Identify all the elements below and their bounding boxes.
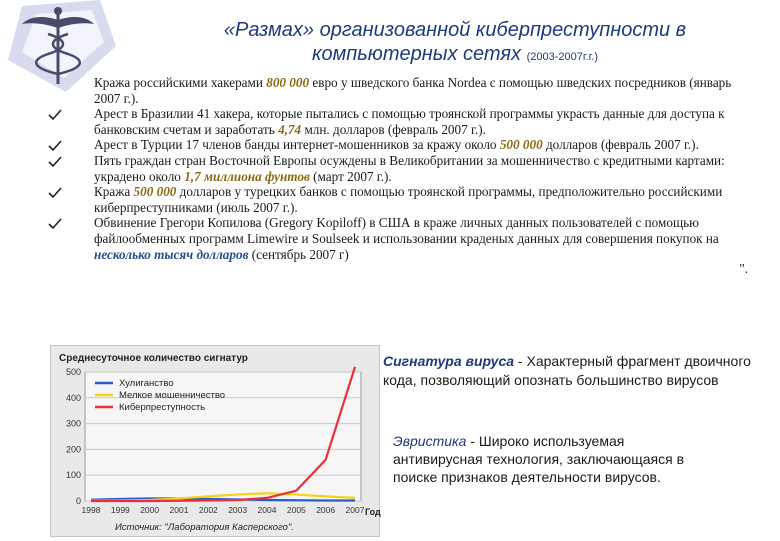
- chart-y-tick-label: 0: [75, 496, 81, 506]
- incident-text: евро у шведского банка Nordea с помощью шведских посредников (январь 2007 г.).: [94, 75, 732, 106]
- chart-legend-label: Киберпреступность: [119, 402, 206, 413]
- chart-y-tick-label: 300: [65, 418, 81, 429]
- chart-y-tick-label: 100: [65, 470, 81, 481]
- incident-text: долларов (февраль 2007 г.).: [542, 137, 699, 153]
- incident-highlight: 4,74: [278, 121, 302, 137]
- chart-x-tick-label: 2007: [345, 505, 365, 515]
- page-title: [135, 18, 775, 69]
- incident-list: [48, 75, 748, 276]
- chart-x-tick-label: 2001: [169, 505, 189, 515]
- chart-legend-label: Мелкое мошенничество: [119, 390, 226, 401]
- title-years: (2003-2007г.г.): [526, 51, 598, 63]
- signature-chart: [50, 345, 380, 537]
- incident-highlight: 500 000: [133, 184, 177, 200]
- definition-heuristic-sep: -: [466, 433, 479, 449]
- incident-highlight: 1,7 миллиона фунтов: [184, 168, 310, 184]
- chart-x-tick-label: 2000: [140, 505, 160, 515]
- incident-highlight: 800 000: [266, 75, 310, 90]
- chart-svg: [51, 346, 379, 536]
- checkmark-icon: [48, 109, 62, 121]
- definition-signature-desc: Характерный фрагмент двоичного кода, позволяющий опознать большинство вирусов: [383, 353, 751, 388]
- definition-heuristic: [393, 432, 713, 486]
- incident-item: [48, 75, 748, 106]
- chart-x-tick-label: 1998: [81, 505, 101, 515]
- definition-signature-sep: -: [514, 353, 527, 369]
- definition-heuristic-term: Эвристика: [393, 433, 467, 449]
- title-line-2: [135, 42, 775, 69]
- checkmark-icon: [48, 140, 62, 152]
- definition-heuristic-desc: Широко используемая антивирусная технология, заключающаяся в поиске признаков деятельности вирусов.: [393, 433, 685, 485]
- title-line-1: «Размах» организованной киберпреступности в: [223, 19, 687, 41]
- incident-item: [48, 137, 748, 153]
- incident-text: (март 2007 г.).: [309, 168, 392, 184]
- incident-text: (сентябрь 2007 г): [248, 246, 349, 262]
- checkmark-icon: [48, 156, 62, 168]
- definition-signature: [383, 352, 773, 390]
- chart-x-tick-label: 2005: [286, 505, 306, 515]
- chart-x-tick-label: 2006: [316, 505, 336, 515]
- chart-title: Среднесуточное количество сигнатур: [59, 353, 248, 364]
- definition-signature-term: Сигнатура вируса: [383, 353, 515, 369]
- incident-highlight: несколько тысяч долларов: [94, 246, 249, 262]
- incident-item: [48, 184, 748, 215]
- incident-text: долларов у турецких банков с помощью троянской программы, предположительно российскими киберпреступниками (июль 2007 г.).: [94, 184, 723, 215]
- chart-x-tick-label: 2003: [228, 505, 248, 515]
- chart-x-axis-label: Год: [365, 507, 381, 517]
- incident-text: Арест в Бразилии 41 хакера, которые пытались с помощью троянской программы украсть данные для доступа к банковским счетам и заработать: [94, 106, 725, 137]
- incident-item: [48, 106, 748, 137]
- title-line-2-text: компьютерных сетях: [312, 43, 522, 65]
- incident-text: Арест в Турции 17 членов банды интернет-мошенников за кражу около: [94, 137, 500, 153]
- incident-item: [48, 153, 748, 184]
- checkmark-icon: [48, 187, 62, 199]
- chart-source: Источник: "Лаборатория Касперского".: [115, 522, 294, 533]
- incident-highlight: 500 000: [499, 137, 543, 153]
- incident-text: Обвинение Грегори Копилова (Gregory Kopiloff) в США в краже личных данных пользователей с помощью файлообменных программ Limewire и Soulseek и использовании краденых данных для совершения покупок на: [94, 215, 719, 246]
- chart-y-tick-label: 500: [65, 367, 81, 377]
- chart-legend-label: Хулиганство: [119, 378, 174, 389]
- incident-list-tail: ".: [739, 261, 748, 277]
- chart-y-tick-label: 200: [65, 444, 81, 455]
- checkmark-icon: [48, 218, 62, 230]
- incident-item: [48, 215, 748, 262]
- chart-x-tick-label: 2004: [257, 505, 277, 515]
- incident-text: млн. долларов (февраль 2007 г.).: [301, 121, 486, 137]
- chart-x-tick-label: 2002: [198, 505, 218, 515]
- chart-y-tick-label: 400: [65, 392, 81, 403]
- incident-text: Пять граждан стран Восточной Европы осуждены в Великобритании за мошенничество с кредитными картами: украдено около: [94, 152, 725, 184]
- incident-text: Кража российскими хакерами: [94, 75, 267, 90]
- chart-x-tick-label: 1999: [110, 505, 130, 515]
- incident-text: Кража: [94, 184, 134, 200]
